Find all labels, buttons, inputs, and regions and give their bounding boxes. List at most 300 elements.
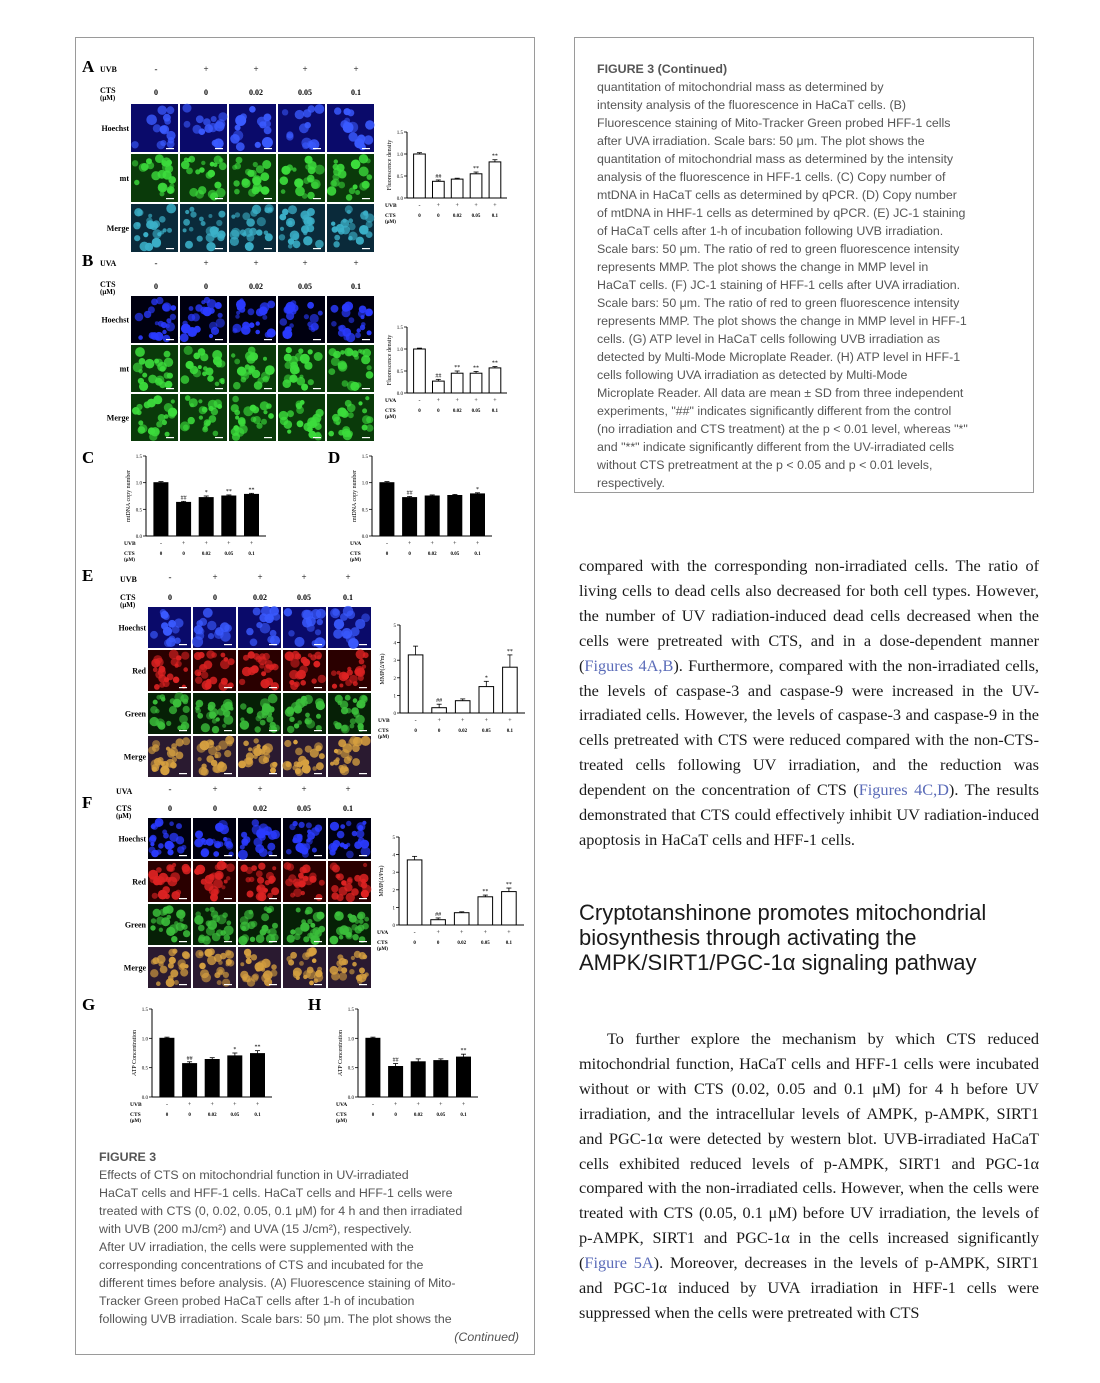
cell-spot — [307, 832, 315, 840]
cell-spot — [194, 915, 203, 924]
cell-spot — [240, 962, 244, 966]
cell-spot — [290, 893, 295, 898]
cell-spot — [217, 980, 222, 985]
treatment-sign: + — [203, 258, 209, 268]
cell-spot — [194, 652, 202, 660]
figure-caption-line: Effects of CTS on mitochondrial function in UV-irradiated — [99, 1168, 409, 1182]
cell-spot — [152, 893, 158, 899]
cell-spot — [331, 670, 337, 676]
cell-spot — [353, 681, 358, 686]
cell-spot — [183, 706, 190, 713]
cell-spot — [255, 726, 261, 732]
cell-spot — [209, 907, 214, 912]
cell-spot — [336, 911, 341, 916]
cell-spot — [352, 758, 360, 766]
cell-spot — [347, 381, 357, 391]
cell-spot — [286, 849, 292, 855]
cell-spot — [234, 410, 240, 416]
cell-spot — [332, 414, 340, 422]
cell-spot — [240, 703, 246, 709]
cell-spot — [339, 684, 343, 688]
cell-spot — [232, 396, 239, 403]
cell-spot — [246, 218, 255, 227]
scale-bar — [269, 687, 277, 688]
cell-spot — [303, 236, 312, 245]
treatment-sign: + — [212, 572, 218, 582]
cell-spot — [139, 382, 148, 391]
cell-spot — [295, 653, 301, 659]
cell-spot — [253, 747, 262, 756]
cell-spot — [359, 919, 364, 924]
panel-label: G — [82, 995, 96, 1014]
data-bar — [433, 181, 445, 198]
cell-spot — [225, 736, 234, 745]
cts-concentration: 0.02 — [249, 282, 263, 291]
cell-spot — [285, 879, 293, 887]
cell-spot — [188, 314, 195, 321]
cts-concentration: 0.05 — [297, 804, 311, 813]
cell-spot — [264, 231, 269, 236]
cell-spot — [358, 839, 362, 843]
cell-spot — [301, 610, 311, 620]
cell-spot — [301, 657, 308, 664]
cts-concentration: 0.05 — [450, 552, 460, 557]
cell-spot — [213, 431, 219, 437]
cts-concentration: 0.02 — [452, 214, 462, 219]
cell-spot — [306, 720, 315, 729]
data-bar — [389, 1067, 403, 1098]
data-bar — [154, 483, 168, 536]
treatment-label: UVB — [130, 1102, 142, 1108]
cell-spot — [199, 767, 208, 776]
cell-spot — [253, 608, 261, 616]
cts-concentration: 0 — [188, 1113, 191, 1118]
cell-spot — [316, 762, 324, 770]
cell-spot — [361, 613, 370, 622]
data-bar — [434, 1061, 448, 1097]
cell-spot — [354, 138, 364, 148]
cell-spot — [289, 717, 294, 722]
significance-marker: ** — [505, 882, 512, 889]
panel-label: C — [82, 448, 95, 467]
significance-marker: ** — [460, 1048, 467, 1055]
treatment-sign: + — [507, 930, 511, 936]
cell-spot — [362, 181, 370, 189]
cell-spot — [202, 426, 208, 432]
cell-spot — [236, 142, 245, 151]
cell-spot — [213, 764, 223, 774]
cell-spot — [256, 967, 260, 971]
treatment-sign: + — [204, 541, 208, 547]
cell-spot — [157, 141, 166, 150]
cell-spot — [264, 906, 269, 911]
cell-spot — [293, 834, 303, 844]
treatment-sign: + — [301, 784, 307, 794]
cell-spot — [343, 927, 352, 936]
cell-spot — [286, 707, 294, 715]
cts-concentration: 0.02 — [457, 941, 467, 946]
significance-marker: * — [484, 675, 488, 682]
cell-spot — [246, 958, 252, 964]
para1-text-c: ). The results demonstrated that CTS could effectively inhibit UV radiation-induced apoptosis in HaCaT cells and HFF-1 cells. — [579, 780, 1039, 849]
cts-concentration: 0 — [394, 1113, 397, 1118]
cell-spot — [300, 680, 306, 686]
cell-spot — [333, 241, 339, 247]
data-bar — [160, 1038, 174, 1097]
cell-spot — [294, 934, 301, 941]
cell-spot — [209, 334, 213, 338]
treatment-sign: + — [181, 541, 186, 547]
cell-spot — [212, 726, 219, 733]
cell-spot — [181, 161, 190, 170]
row-label: Green — [124, 709, 146, 719]
y-tick-label: 3 — [393, 659, 396, 665]
cell-spot — [299, 822, 305, 828]
cell-spot — [312, 958, 317, 963]
cell-spot — [211, 889, 219, 897]
cell-spot — [287, 430, 291, 434]
cell-spot — [211, 652, 217, 658]
cell-spot — [358, 349, 362, 353]
treatment-sign: + — [460, 930, 464, 936]
y-tick-label: 4 — [393, 641, 396, 647]
cell-spot — [201, 723, 210, 732]
figure-5a-link[interactable]: Figure 5A — [584, 1253, 654, 1273]
significance-marker: ** — [248, 487, 255, 494]
cell-spot — [267, 893, 273, 899]
scale-bar — [269, 773, 277, 774]
cell-spot — [260, 720, 266, 726]
treatment-sign: + — [436, 398, 441, 404]
cell-spot — [161, 622, 168, 629]
treatment-sign: + — [345, 784, 351, 794]
cell-spot — [332, 865, 340, 873]
cell-spot — [167, 373, 173, 379]
cell-spot — [171, 936, 177, 942]
cell-spot — [289, 670, 298, 679]
cell-spot — [239, 306, 245, 312]
cell-spot — [200, 353, 208, 361]
cts-label: CTS — [385, 213, 396, 219]
figure-4cd-link[interactable]: Figures 4C,D — [858, 780, 949, 800]
scale-bar — [313, 198, 321, 199]
cell-spot — [315, 629, 321, 635]
cell-spot — [235, 115, 246, 126]
cell-spot — [306, 822, 312, 828]
cell-spot — [282, 166, 290, 174]
cell-spot — [224, 715, 234, 725]
cts-concentration: 0 — [437, 214, 440, 219]
cell-spot — [283, 379, 292, 388]
cell-spot — [366, 371, 374, 379]
cell-spot — [318, 311, 323, 316]
cell-spot — [246, 628, 253, 635]
treatment-sign: + — [453, 541, 457, 547]
cts-concentration: 0.1 — [491, 214, 499, 219]
cell-spot — [146, 115, 157, 126]
cell-spot — [314, 352, 323, 361]
data-bar — [205, 1060, 219, 1098]
cell-spot — [354, 951, 361, 958]
cell-spot — [296, 976, 300, 980]
cell-spot — [189, 207, 194, 212]
scale-bar — [166, 437, 174, 438]
cell-spot — [280, 318, 288, 326]
significance-marker: ** — [454, 365, 461, 371]
cell-spot — [235, 428, 244, 437]
scale-bar — [362, 339, 370, 340]
cell-spot — [336, 164, 344, 172]
cts-concentration: 0.02 — [253, 593, 267, 602]
data-bar — [502, 892, 517, 925]
cell-spot — [334, 749, 338, 753]
cell-spot — [363, 652, 369, 658]
cell-spot — [305, 122, 311, 128]
cell-spot — [356, 830, 364, 838]
scale-bar — [314, 730, 322, 731]
cts-concentration: 0.05 — [297, 593, 311, 602]
cell-spot — [169, 636, 176, 643]
y-tick-label: 1.0 — [361, 481, 368, 487]
cell-spot — [179, 715, 188, 724]
cell-spot — [204, 882, 213, 891]
cell-spot — [288, 960, 294, 966]
figure-4ab-link[interactable]: Figures 4A,B — [584, 655, 674, 675]
cell-spot — [367, 365, 372, 370]
cell-spot — [248, 308, 255, 315]
cell-spot — [262, 137, 273, 148]
cell-spot — [297, 699, 301, 703]
cell-spot — [241, 926, 246, 931]
cell-spot — [241, 865, 248, 872]
cell-spot — [311, 179, 321, 189]
cell-spot — [350, 724, 355, 729]
cell-spot — [271, 830, 280, 839]
panel-label: F — [82, 793, 93, 812]
cell-spot — [193, 353, 200, 360]
cell-spot — [158, 880, 163, 885]
y-tick-label: 1.5 — [347, 1008, 354, 1013]
cell-spot — [155, 818, 164, 827]
cell-spot — [256, 871, 263, 878]
treatment-sign: + — [493, 398, 497, 404]
cell-spot — [239, 298, 243, 302]
cell-spot — [214, 754, 218, 758]
cts-concentration: 0.02 — [207, 1113, 217, 1118]
cell-spot — [133, 222, 140, 229]
cell-spot — [367, 330, 372, 335]
cell-spot — [222, 724, 226, 728]
cts-concentration: 0 — [204, 282, 208, 291]
cell-spot — [176, 823, 182, 829]
treatment-sign: + — [257, 572, 263, 582]
cell-spot — [340, 701, 348, 709]
scale-bar — [359, 687, 367, 688]
cell-spot — [304, 768, 310, 774]
cell-spot — [223, 972, 229, 978]
cell-spot — [158, 321, 164, 327]
cell-spot — [171, 891, 180, 900]
cell-spot — [155, 709, 160, 714]
cell-spot — [284, 862, 292, 870]
row-label: Merge — [106, 224, 129, 233]
treatment-sign: + — [255, 1102, 260, 1108]
scale-bar — [224, 855, 232, 856]
cell-spot — [327, 186, 336, 195]
y-tick-label: 5 — [393, 624, 396, 629]
data-bar — [471, 494, 485, 536]
cell-spot — [287, 410, 294, 417]
cell-spot — [267, 328, 276, 337]
cell-spot — [224, 657, 229, 662]
row-label: Hoechst — [101, 124, 129, 133]
cell-spot — [295, 748, 303, 756]
cts-unit-label: (μM) — [350, 558, 361, 563]
cell-spot — [284, 608, 292, 616]
cell-spot — [224, 880, 228, 884]
figure-caption-line: with UVB (200 mJ/cm²) and UVA (15 J/cm²), respectively. — [99, 1222, 412, 1236]
y-tick-label: 0.0 — [141, 1096, 148, 1101]
continued-caption-line: cells. (G) ATP level in HaCaT cells following UVB irradiation as — [597, 332, 940, 346]
significance-marker: ** — [225, 488, 232, 495]
cell-spot — [283, 329, 293, 339]
cell-spot — [201, 221, 206, 226]
cell-spot — [215, 302, 222, 309]
data-bar — [251, 1054, 265, 1097]
figure-caption-line: Tracker Green probed HaCaT cells after 1-h of incubation — [99, 1294, 415, 1308]
cell-spot — [164, 351, 171, 358]
cell-spot — [216, 873, 223, 880]
cell-spot — [268, 207, 273, 212]
figure-caption-line: After UV irradiation, the cells were supplemented with the — [99, 1240, 414, 1254]
cts-concentration: 0.05 — [230, 1113, 240, 1118]
cell-spot — [301, 891, 305, 895]
cts-concentration: 0.05 — [224, 552, 234, 557]
cell-spot — [136, 410, 141, 415]
cts-label: CTS — [124, 551, 135, 557]
cell-spot — [361, 879, 366, 884]
cell-spot — [338, 228, 345, 235]
cell-spot — [261, 913, 269, 921]
scale-bar — [314, 855, 322, 856]
cell-spot — [208, 633, 214, 639]
cell-spot — [139, 424, 148, 433]
cell-spot — [252, 825, 262, 835]
scale-bar — [362, 148, 370, 149]
cell-spot — [207, 621, 216, 630]
y-tick-label: 1.0 — [141, 1037, 148, 1043]
cell-spot — [176, 922, 185, 931]
cell-spot — [251, 417, 257, 423]
cell-spot — [180, 969, 188, 977]
cell-spot — [355, 926, 363, 934]
cell-spot — [358, 675, 364, 681]
cell-spot — [183, 425, 189, 431]
cell-spot — [328, 843, 337, 852]
cell-spot — [307, 427, 313, 433]
cell-spot — [301, 384, 308, 391]
scale-bar — [313, 437, 321, 438]
cell-spot — [168, 620, 176, 628]
cell-spot — [330, 936, 339, 945]
cell-spot — [304, 217, 313, 226]
cell-spot — [152, 744, 160, 752]
treatment-sign: + — [210, 1102, 214, 1108]
cell-spot — [221, 653, 226, 658]
continued-caption-line: mtDNA in HaCaT cells as determined by qPCR. (D) Copy number — [597, 188, 957, 202]
cell-spot — [206, 920, 212, 926]
cell-spot — [316, 609, 326, 619]
cell-spot — [149, 433, 157, 441]
cell-spot — [189, 306, 194, 311]
cell-spot — [302, 864, 311, 873]
cts-concentration: 0.02 — [201, 552, 211, 557]
cell-spot — [163, 833, 169, 839]
cell-spot — [358, 401, 362, 405]
y-axis-label: ATP Concentration — [132, 1030, 138, 1076]
cell-spot — [334, 159, 338, 163]
cts-unit-label: (μM) — [124, 558, 135, 563]
y-tick-label: 0.0 — [396, 392, 403, 397]
cell-spot — [287, 726, 294, 733]
scale-bar — [359, 644, 367, 645]
cell-spot — [154, 758, 162, 766]
cts-unit-label: (μM) — [100, 288, 116, 296]
cell-spot — [362, 821, 366, 825]
scale-bar — [215, 198, 223, 199]
data-bar — [470, 174, 482, 198]
cell-spot — [171, 305, 177, 311]
body-paragraph-2 — [579, 1027, 1039, 1326]
data-bar — [183, 1064, 197, 1097]
cts-unit-label: (μM) — [336, 1119, 347, 1124]
continued-caption-line: quantitation of mitochondrial mass as determined by — [597, 80, 884, 94]
cell-spot — [199, 963, 206, 970]
cell-spot — [268, 694, 278, 704]
cell-spot — [256, 308, 264, 316]
cell-spot — [271, 964, 277, 970]
y-tick-label: 3 — [392, 871, 395, 877]
cell-spot — [261, 973, 270, 982]
continued-caption-line: quantitation of mitochondrial mass as determined by the intensity — [597, 152, 954, 166]
cell-spot — [349, 317, 355, 323]
figure-caption-line: different times before analysis. (A) Fluorescence staining of Mito- — [99, 1276, 456, 1290]
cell-spot — [150, 969, 158, 977]
treatment-label: UVA — [385, 398, 397, 404]
cell-spot — [216, 220, 222, 226]
cell-spot — [303, 177, 310, 184]
cell-spot — [230, 237, 239, 246]
cell-spot — [150, 717, 159, 726]
scale-bar — [359, 773, 367, 774]
cell-spot — [215, 382, 220, 387]
cts-concentration: 0 — [182, 552, 185, 557]
treatment-sign: + — [493, 203, 497, 209]
cell-spot — [236, 157, 243, 164]
treatment-sign: + — [475, 541, 480, 547]
cell-spot — [184, 121, 191, 128]
cts-concentration: 0 — [418, 409, 421, 414]
cell-spot — [297, 720, 302, 725]
cell-spot — [158, 722, 166, 730]
cts-concentration: 0.02 — [427, 552, 437, 557]
cell-spot — [153, 700, 158, 705]
cts-concentration: 0 — [371, 1113, 375, 1118]
row-label: Red — [132, 877, 146, 887]
cell-spot — [316, 894, 323, 901]
cell-spot — [293, 240, 301, 248]
cell-spot — [365, 396, 369, 400]
